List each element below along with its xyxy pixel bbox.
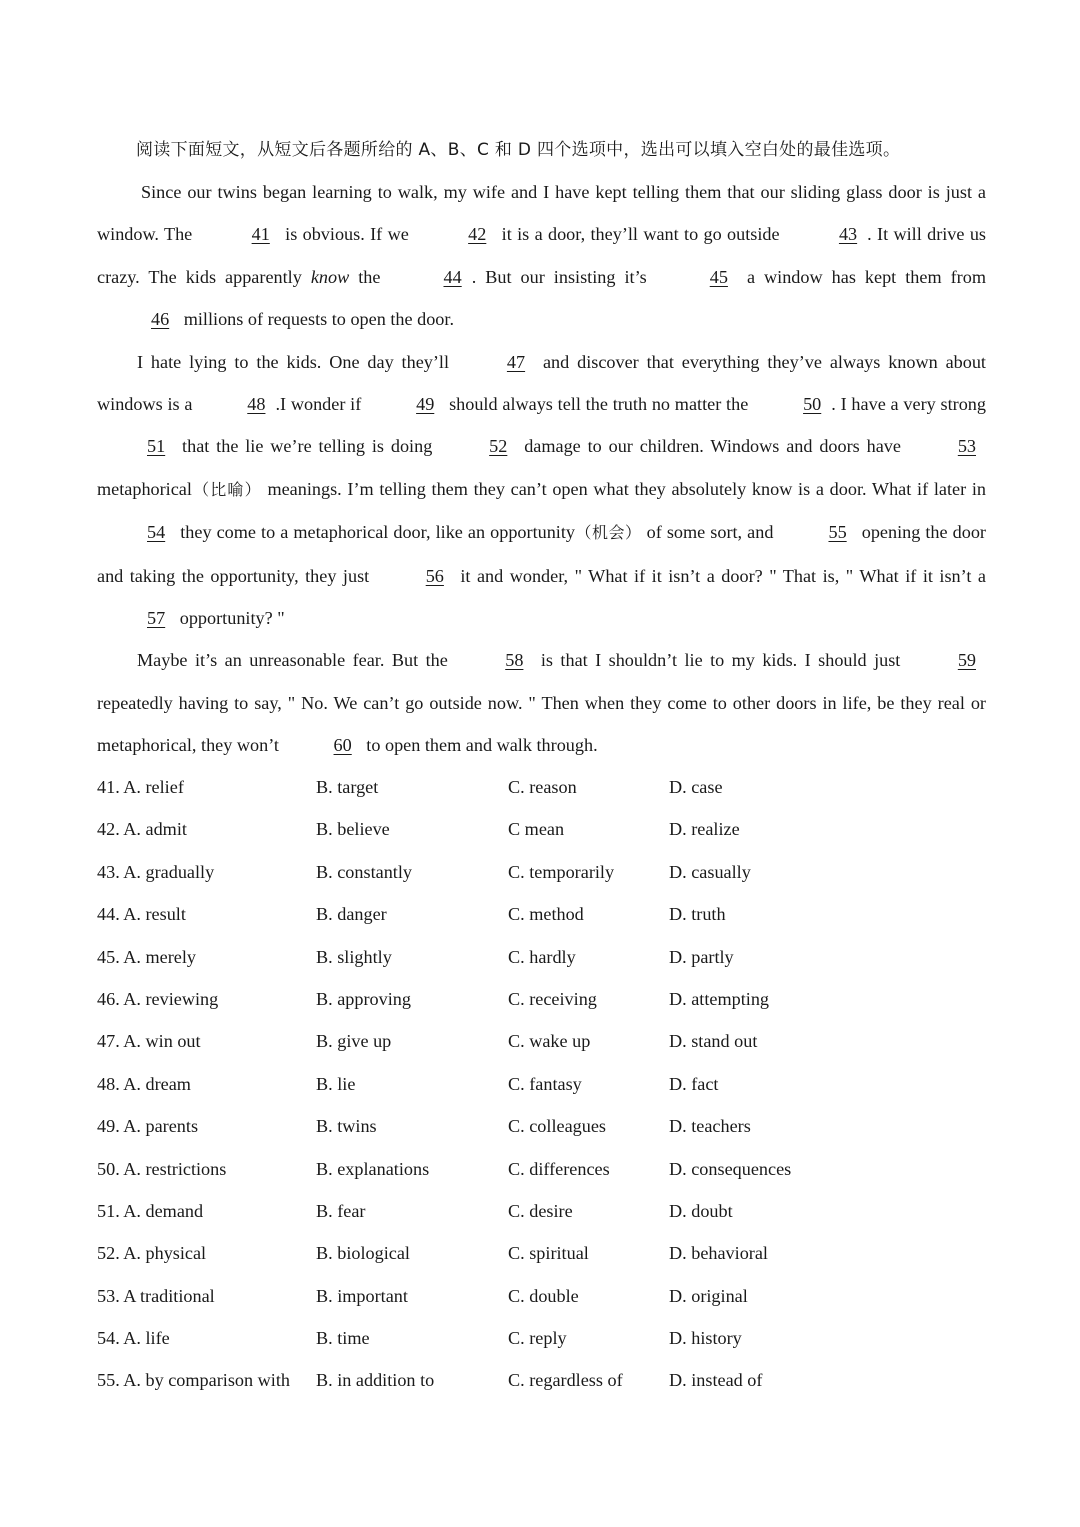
blank-45: 45 [709, 266, 728, 287]
text: it is a door, they’ll want to go outside [496, 224, 785, 245]
option-a: 55. A. by comparison with [97, 1370, 290, 1391]
text: Since our twins began learning to walk, my wife and I have kept telling them that our sliding glass door is just a window. The [97, 182, 986, 245]
answer-options-list [97, 766, 986, 1402]
question-options-row [97, 936, 986, 978]
option-c: C. reply [508, 1328, 567, 1349]
option-d: D. instead of [669, 1370, 763, 1391]
option-b: B. give up [316, 1031, 392, 1052]
question-options-row [97, 978, 986, 1020]
text: . It will drive us crazy. The kids apparently [97, 224, 986, 287]
text: should always tell the truth no matter the [444, 394, 754, 415]
option-a: 51. A. demand [97, 1200, 204, 1221]
question-options-row [97, 1020, 986, 1062]
option-d: D. attempting [669, 988, 770, 1009]
text: opening the door and taking the opportunity, they just [97, 522, 986, 586]
text: of some sort, and [641, 522, 779, 543]
option-c: C. regardless of [508, 1370, 623, 1391]
question-options-row [97, 893, 986, 935]
text: the [349, 266, 390, 287]
option-d: D. partly [669, 946, 734, 967]
option-c: C. differences [508, 1158, 610, 1179]
option-b: B. biological [316, 1243, 410, 1264]
option-b: B. slightly [316, 946, 392, 967]
option-c: C mean [508, 819, 565, 840]
option-a: 49. A. parents [97, 1116, 199, 1137]
option-a: 41. A. relief [97, 777, 184, 797]
italic-word: know [310, 266, 350, 287]
blank-59: 59 [957, 650, 976, 671]
option-c: C. spiritual [508, 1243, 589, 1264]
option-a: 53. A traditional [97, 1285, 215, 1306]
option-b: B. explanations [316, 1158, 430, 1179]
question-options-row [97, 1190, 986, 1232]
text: to open them and walk through. [361, 735, 598, 756]
blank-56: 56 [425, 565, 444, 586]
text: is obvious. If we [279, 224, 415, 245]
blank-41: 41 [251, 224, 270, 245]
blank-57: 57 [147, 608, 166, 629]
blank-52: 52 [489, 436, 508, 457]
blank-43: 43 [838, 224, 858, 245]
option-d: D. truth [669, 904, 726, 925]
question-options-row [97, 1317, 986, 1359]
text: and discover that everything they’ve always known about windows is a [97, 351, 986, 415]
blank-58: 58 [505, 650, 524, 671]
text: meanings. I’m telling them they can’t open what they absolutely know is a door. What if later in [261, 478, 986, 499]
option-d: D. original [669, 1285, 748, 1306]
option-d: D. casually [669, 861, 751, 882]
text: damage to our children. Windows and doors have [517, 436, 908, 457]
option-b: B. twins [316, 1116, 377, 1137]
paragraph-1 [97, 171, 986, 341]
option-d: D. history [669, 1328, 742, 1349]
option-a: 46. A. reviewing [97, 988, 219, 1009]
question-options-row [97, 1232, 986, 1274]
option-a: 45. A. merely [97, 946, 197, 967]
text: I hate lying to the kids. One day they’ll [137, 351, 457, 372]
option-c: C. wake up [508, 1031, 591, 1052]
blank-42: 42 [468, 224, 487, 245]
text: .I wonder if [275, 394, 367, 415]
option-c: C. receiving [508, 988, 597, 1009]
option-a: 44. A. result [97, 904, 186, 925]
option-b: B. in addition to [316, 1370, 435, 1391]
option-b: B. danger [316, 904, 387, 925]
option-a: 43. A. gradually [97, 861, 215, 882]
blank-54: 54 [147, 522, 166, 543]
text: opportunity? " [175, 608, 285, 629]
blank-53: 53 [957, 436, 976, 457]
question-options-row [97, 851, 986, 893]
text: it and wonder, " What if it isn’t a door? " That is, " What if it isn’t a [453, 565, 986, 586]
cloze-passage [97, 171, 986, 767]
option-d: D. fact [669, 1073, 719, 1094]
option-b: B. lie [316, 1073, 356, 1094]
chinese-gloss: （比喻） [191, 479, 262, 499]
question-options-row [97, 766, 986, 808]
option-a: 42. A. admit [97, 819, 187, 840]
blank-60: 60 [333, 735, 352, 756]
option-b: B. important [316, 1285, 408, 1306]
blank-49: 49 [416, 394, 435, 415]
option-d: D. doubt [669, 1200, 733, 1221]
option-c: C. reason [508, 777, 577, 797]
blank-44: 44 [443, 266, 462, 287]
text: repeatedly having to say, " No. We can’t go outside now. " Then when they come to other doors in life, be they real or metaphorical, they won’t [97, 692, 986, 756]
text: metaphorical [97, 478, 192, 499]
paragraph-2 [97, 341, 986, 640]
option-c: C. method [508, 904, 584, 925]
text: is that I shouldn’t lie to my kids. I should just [533, 650, 908, 671]
text: a window has kept them from [737, 266, 986, 287]
question-options-row [97, 1148, 986, 1190]
option-d: D. consequences [669, 1158, 792, 1179]
chinese-gloss: （机会） [575, 523, 642, 543]
option-a: 50. A. restrictions [97, 1158, 227, 1179]
blank-46: 46 [151, 309, 170, 330]
question-options-row [97, 1063, 986, 1105]
option-c: C. temporarily [508, 861, 615, 882]
blank-48: 48 [247, 394, 266, 415]
option-b: B. believe [316, 819, 390, 840]
option-a: 52. A. physical [97, 1243, 207, 1264]
option-b: B. fear [316, 1200, 366, 1221]
option-c: C. fantasy [508, 1073, 582, 1094]
paragraph-3 [97, 639, 986, 766]
option-d: D. behavioral [669, 1243, 768, 1264]
option-d: D. realize [669, 819, 740, 840]
blank-50: 50 [803, 394, 822, 415]
option-b: B. approving [316, 988, 411, 1009]
blank-55: 55 [828, 522, 847, 543]
text: . But our insisting it’s [471, 266, 656, 287]
option-d: D. stand out [669, 1031, 758, 1052]
option-a: 48. A. dream [97, 1073, 191, 1094]
question-options-row [97, 808, 986, 850]
option-a: 54. A. life [97, 1328, 170, 1349]
text: Maybe it’s an unreasonable fear. But the [137, 650, 456, 671]
option-b: B. target [316, 777, 379, 797]
option-c: C. hardly [508, 946, 576, 967]
question-options-row [97, 1275, 986, 1317]
text: millions of requests to open the door. [179, 309, 454, 330]
question-options-row [97, 1105, 986, 1147]
text: . I have a very strong [831, 394, 986, 415]
blank-51: 51 [147, 436, 166, 457]
option-c: C. colleagues [508, 1116, 606, 1137]
option-b: B. constantly [316, 861, 412, 882]
option-b: B. time [316, 1328, 370, 1349]
text: that the lie we’re telling is doing [175, 436, 440, 457]
option-c: C. desire [508, 1200, 573, 1221]
option-c: C. double [508, 1285, 579, 1306]
text: they come to a metaphorical door, like an opportunity [175, 522, 576, 543]
blank-47: 47 [506, 351, 526, 372]
question-options-row [97, 1359, 986, 1401]
option-d: D. teachers [669, 1116, 751, 1137]
option-d: D. case [669, 777, 723, 797]
option-a: 47. A. win out [97, 1031, 201, 1052]
instruction-text: 阅读下面短文，从短文后各题所给的 A、B、C 和 D 四个选项中，选出可以填入空白处的最佳选项。 [136, 140, 901, 160]
